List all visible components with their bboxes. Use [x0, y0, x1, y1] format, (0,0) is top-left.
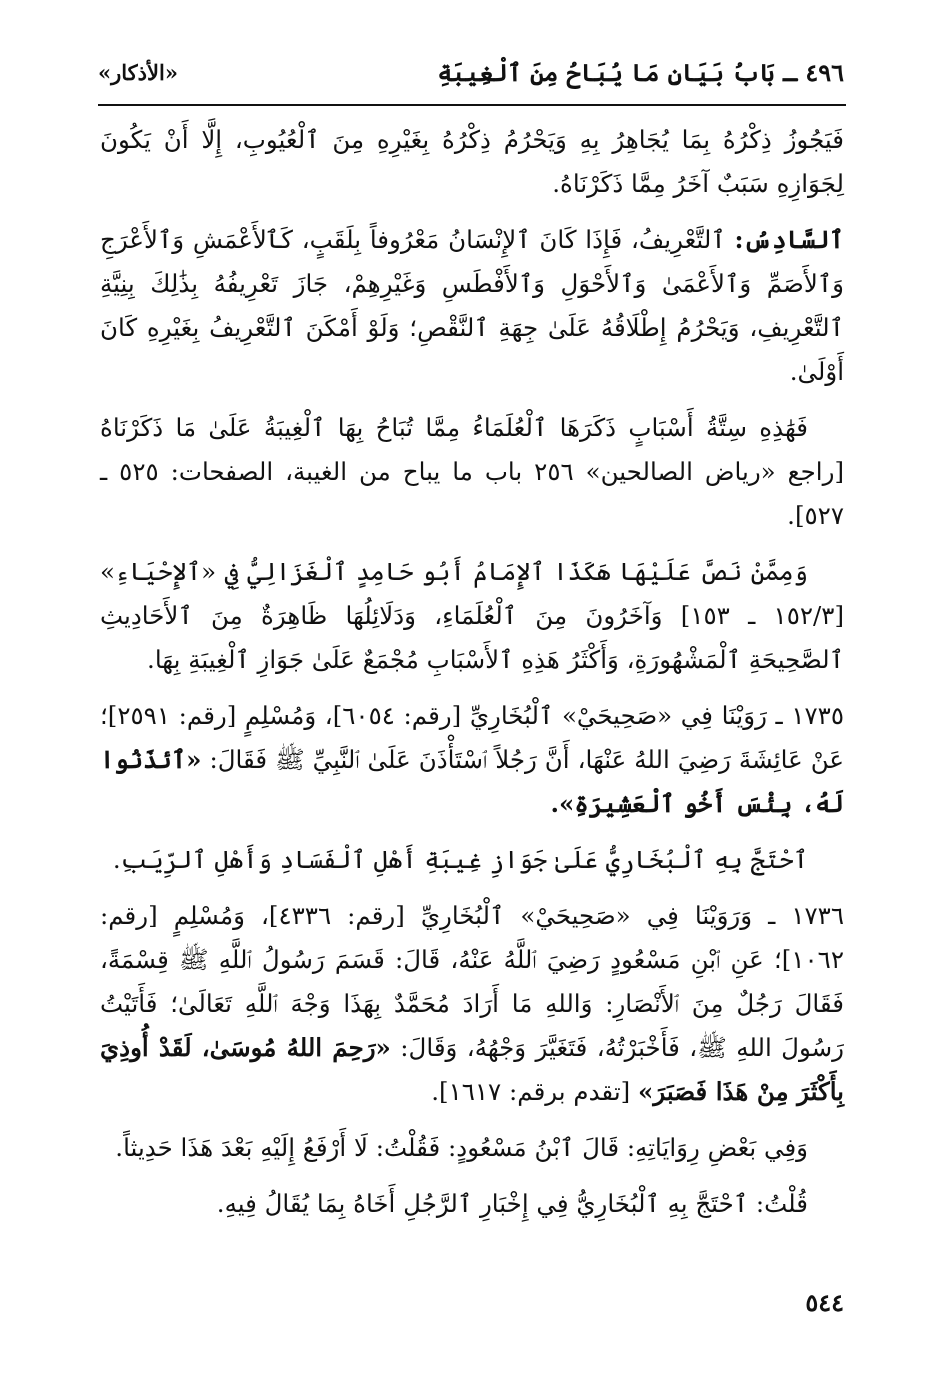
page-number: ٥٤٤ [805, 1288, 844, 1317]
hadith-text: ١٧٣٥ ـ رَوَيْنَا فِي «صَحِيحَيْ» ٱلْبُخَارِيِّ [رقم: ٦٠٥٤]، وَمُسْلِمٍ [رقم: ٢٥٩١]؛ عَنْ عَائِشَةَ رَضِيَ اللهُ عَنْهَا، أَنَّ رَجُلاً ٱسْتَأْذَنَ عَلَىٰ ٱلنَّبِيِّ ﷺ فَقَالَ: [100, 701, 844, 774]
hadith-quote: «ٱئذَنُوا لَهُ، بِئْسَ أَخُو ٱلْعَشِيرَةِ». [100, 745, 844, 818]
paragraph-conclusion: قُلْتُ: ٱحْتَجَّ بِهِ ٱلْبُخَارِيُّ فِي إِخْبَارِ ٱلرَّجُلِ أَخَاهُ بِمَا يُقَالُ فِيهِ. [216, 1189, 808, 1218]
hadith-1735 [100, 694, 844, 826]
page-header [98, 58, 844, 98]
paragraph-bukhari-argument: ٱحْتَجَّ بِهِ ٱلْبُخَارِيُّ عَلَىٰ جَوَازِ غِيبَةِ أَهْلِ ٱلْفَسَادِ وَأَهْلِ ٱلرِّيَبِ. [112, 845, 808, 874]
header-rule [98, 104, 846, 106]
hadith-quote: «رَحِمَ اللهُ مُوسَىٰ، لَقَدْ أُوذِيَ بِأَكْثَرَ مِنْ هَذَا فَصَبَرَ» [100, 1033, 844, 1106]
hadith-text: ١٧٣٦ ـ وَرَوَيْنَا فِي «صَحِيحَيْ» ٱلْبُخَارِيِّ [رقم: ٤٣٣٦]، وَمُسْلِمٍ [رقم: ١٠٦٢]؛ عَنِ ٱبْنِ مَسْعُودٍ رَضِيَ ٱللَّهُ عَنْهُ، قَالَ: قَسَمَ رَسُولُ ٱللَّهِ ﷺ قِسْمَةً، فَقَالَ رَجُلٌ مِنَ ٱلأَنْصَارِ: وَاللهِ مَا أَرَادَ مُحَمَّدٌ بِهَذَا وَجْهَ ٱللَّهِ تَعَالَىٰ؛ فَأَتَيْتُ رَسُولَ اللهِ ﷺ، فَأَخْبَرْتُهُ، فَتَغَيَّرَ وَجْهُهُ، وَقَالَ: [100, 901, 844, 1062]
paragraph-text: ٱلتَّعْرِيفُ، فَإِذَا كَانَ ٱلإِنْسَانُ مَعْرُوفاً بِلَقَبٍ، كَٱلأَعْمَشِ وَٱلأَعْرَجِ وَٱلأَصَمِّ وَٱلأَعْمَىٰ وَٱلأَحْوَلِ وَٱلأَفْطَسِ وَغَيْرِهِمْ، جَازَ تَعْرِيفُهُ بِذَٰلِكَ بِنِيَّةِ ٱلتَّعْرِيفِ، وَيَحْرُمُ إِطْلَاقُهُ عَلَىٰ جِهَةِ ٱلنَّقْصِ؛ وَلَوْ أَمْكَنَ ٱلتَّعْرِيفُ بِغَيْرِهِ كَانَ أَوْلَىٰ. [100, 225, 844, 386]
hadith-reference: [تقدم برقم: ١٦١٧]. [431, 1077, 638, 1106]
hadith-1736 [100, 894, 844, 1114]
paragraph-sixth-reason [100, 218, 844, 394]
paragraph-lead: ٱلسَّادِسُ: [734, 225, 844, 254]
paragraph-ghazali: وَمِمَّنْ نَصَّ عَلَيْهَا هَكَذَا ٱلإِمَامُ أَبُو حَامِدٍ ٱلْغَزَالِيُّ فِي «ٱلإِحْيَاءِ» [١٥٢/٣ ـ ١٥٣] وَآخَرُونَ مِنَ ٱلْعُلَمَاءِ، وَدَلَائِلُهَا ظَاهِرَةٌ مِنَ ٱلأَحَادِيثِ ٱلصَّحِيحَةِ ٱلْمَشْهُورَةِ، وَأَكْثَرُ هَذِهِ ٱلأَسْبَابِ مُجْمَعٌ عَلَىٰ جَوَازِ ٱلْغِيبَةِ بِهَا. [100, 557, 844, 674]
paragraph-1: فَيَجُوزُ ذِكْرُهُ بِمَا يُجَاهِرُ بِهِ وَيَحْرُمُ ذِكْرُهُ بِغَيْرِهِ مِنَ ٱلْعُيُوبِ، إِلَّا أَنْ يَكُونَ لِجَوَازِهِ سَبَبٌ آخَرُ مِمَّا ذَكَرْنَاهُ. [100, 125, 844, 198]
page-body [100, 118, 844, 1238]
paragraph-narration: وَفِي بَعْضِ رِوَايَاتِهِ: قَالَ ٱبْنُ مَسْعُودٍ: فَقُلْتُ: لَا أَرْفَعُ إِلَيْهِ بَعْدَ هَذَا حَدِيثاً. [115, 1133, 808, 1162]
running-title: ٤٩٦ ـ بَابُ بَيَانِ مَا يُبَاحُ مِنَ ٱلْغِيبَةِ [437, 58, 844, 87]
paragraph-six-reasons: فَهَٰذِهِ سِتَّةُ أَسْبَابٍ ذَكَرَهَا ٱلْعُلَمَاءُ مِمَّا تُبَاحُ بِهَا ٱلْغِيبَةُ عَلَىٰ مَا ذَكَرْنَاهُ [راجع «رياض الصالحين» ٢٥٦ باب ما يباح من الغيبة، الصفحات: ٥٢٥ ـ ٥٢٧]. [100, 413, 845, 530]
book-title: «الأذكار» [98, 60, 178, 85]
